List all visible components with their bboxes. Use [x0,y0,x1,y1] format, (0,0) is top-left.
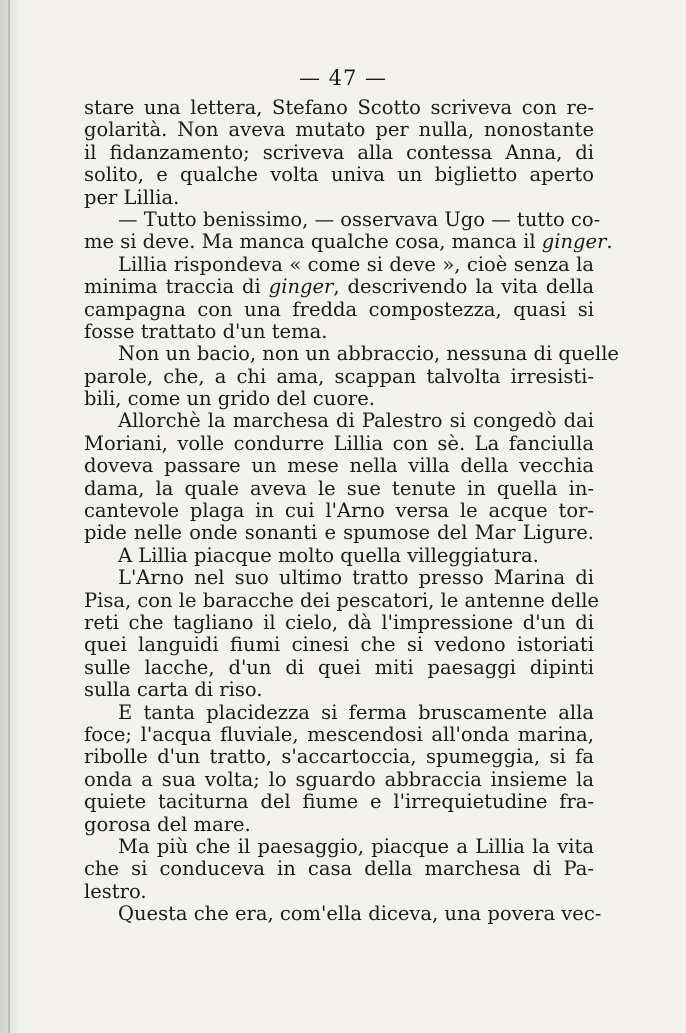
text-line: bili, come un grido del cuore. [84,387,375,411]
text-line: lestro. [84,879,147,903]
text-line: — Tutto benissimo, — osservava Ugo — tutto co- [118,207,601,231]
text-line: reti che tagliano il cielo, dà l'impressione d'un di [84,610,594,634]
text-line: quiete taciturna del fiume e l'irrequietudine fra- [84,790,594,814]
text-line: il fidanzamento; scriveva alla contessa Anna, di [84,140,594,164]
text-line: fosse trattato d'un tema. [84,319,328,343]
text-line: A Lillia piacque molto quella villeggiatura. [118,543,539,567]
text-line: Ma più che il paesaggio, piacque a Lillia la vita [118,834,594,858]
text-line: per Lillia. [84,185,180,209]
text-line: stare una lettera, Stefano Scotto scriveva con re- [84,96,594,119]
body-text [84,96,619,926]
binding-edge-line [8,0,10,1033]
text-line: gorosa del mare. [84,812,251,836]
text-line: campagna con una fredda compostezza, quasi si [84,297,594,321]
text-line: foce; l'acqua fluviale, mescendosi all'onda marina, [84,722,594,746]
text-line: Allorchè la marchesa di Palestro si congedò dai [118,409,594,433]
text-line: minima traccia di ginger, descrivendo la vita della [84,275,594,299]
text-line: E tanta placidezza si ferma bruscamente alla [118,700,594,724]
text-line: onda a sua volta; lo sguardo abbraccia insieme la [84,767,594,791]
text-line: Pisa, con le baracche dei pescatori, le antenne delle [84,588,599,612]
page-binding-shadow [0,0,20,1033]
text-line: parole, che, a chi ama, scappan talvolta irresisti- [84,364,594,388]
text-line: cantevole plaga in cui l'Arno versa le acque tor- [84,499,594,523]
text-line: Questa che era, com'ella diceva, una povera vec- [118,902,602,926]
text-line: ribolle d'un tratto, s'accartoccia, spumeggia, si fa [84,745,594,769]
text-line: dama, la quale aveva le sue tenute in quella in- [84,476,594,500]
text-line: L'Arno nel suo ultimo tratto presso Marina di [118,566,594,590]
text-line: quei languidi fiumi cinesi che si vedono istoriati [84,633,594,657]
text-line: sulle lacche, d'un di quei miti paesaggi dipinti [84,655,594,679]
text-line: golarità. Non aveva mutato per nulla, nonostante [84,118,594,142]
text-line: solito, e qualche volta univa un biglietto aperto [84,163,594,187]
text-line: pide nelle onde sonanti e spumose del Mar Ligure. [84,521,594,545]
text-line: Lillia rispondeva « come si deve », cioè senza la [118,252,594,276]
text-line: che si conduceva in casa della marchesa di Pa- [84,857,594,881]
text-line: Non un bacio, non un abbraccio, nessuna di quelle [118,342,619,366]
text-line: me si deve. Ma manca qualche cosa, manca il ginger. [84,230,613,254]
text-line: doveva passare un mese nella villa della vecchia [84,454,594,478]
text-line: sulla carta di riso. [84,678,263,702]
text-line: Moriani, volle condurre Lillia con sè. La fanciulla [84,431,594,455]
page-number: — 47 — [298,66,388,90]
